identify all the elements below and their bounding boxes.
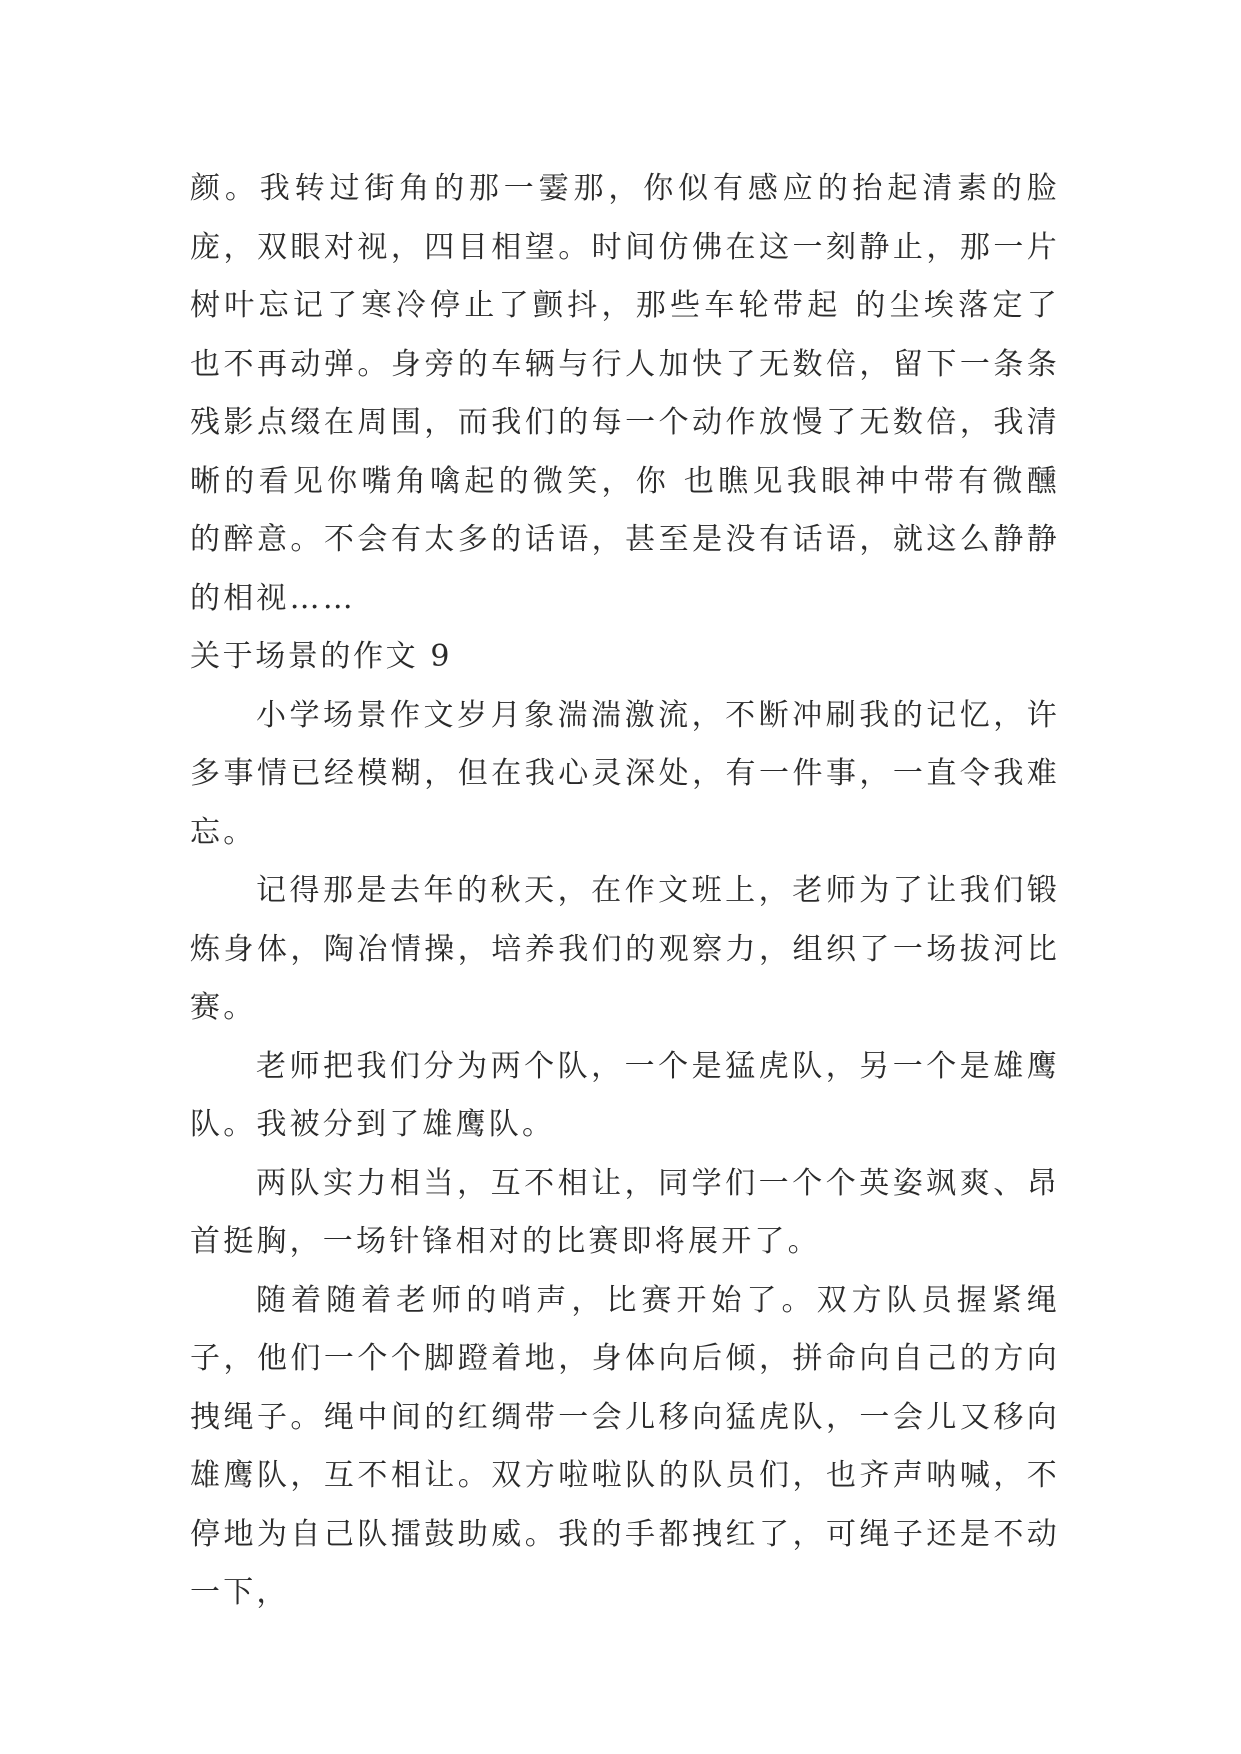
paragraph-continued: 颜。我转过街角的那一霎那，你似有感应的抬起清素的脸庞，双眼对视，四目相望。时间仿佛在这一刻静止，那一片树叶忘记了寒冷停止了颤抖，那些车轮带起 的尘埃落定了也不再动弹。身旁的车辆与行人加快了无数倍，留下一条条残影点缀在周围，而我们的每一个动作放慢了无数倍，我清晰的看见你嘴角噙起的微笑，你 也瞧见我眼神中带有微醺的醉意。不会有太多的话语，甚至是没有话语，就这么静静的相视…… <box>190 171 1060 616</box>
paragraph: 记得那是去年的秋天，在作文班上，老师为了让我们锻炼身体，陶冶情操，培养我们的观察力，组织了一场拔河比赛。 <box>190 873 1060 1025</box>
paragraph: 小学场景作文岁月象湍湍激流，不断冲刷我的记忆，许多事情已经模糊，但在我心灵深处，有一件事，一直令我难忘。 <box>190 697 1060 850</box>
document-body <box>190 160 1060 1623</box>
paragraph: 两队实力相当，互不相让，同学们一个个英姿飒爽、昂首挺胸，一场针锋相对的比赛即将展开了。 <box>190 1165 1060 1259</box>
paragraph: 随着随着老师的哨声，比赛开始了。双方队员握紧绳子，他们一个个脚蹬着地，身体向后倾，拼命向自己的方向拽绳子。绳中间的红绸带一会儿移向猛虎队，一会儿又移向雄鹰队，互不相让。双方啦啦队的队员们，也齐声呐喊，不停地为自己队擂鼓助威。我的手都拽红了，可绳子还是不动一下， <box>190 1282 1060 1610</box>
paragraph: 老师把我们分为两个队，一个是猛虎队，另一个是雄鹰队。我被分到了雄鹰队。 <box>190 1048 1060 1142</box>
section-heading: 关于场景的作文 9 <box>190 639 453 674</box>
